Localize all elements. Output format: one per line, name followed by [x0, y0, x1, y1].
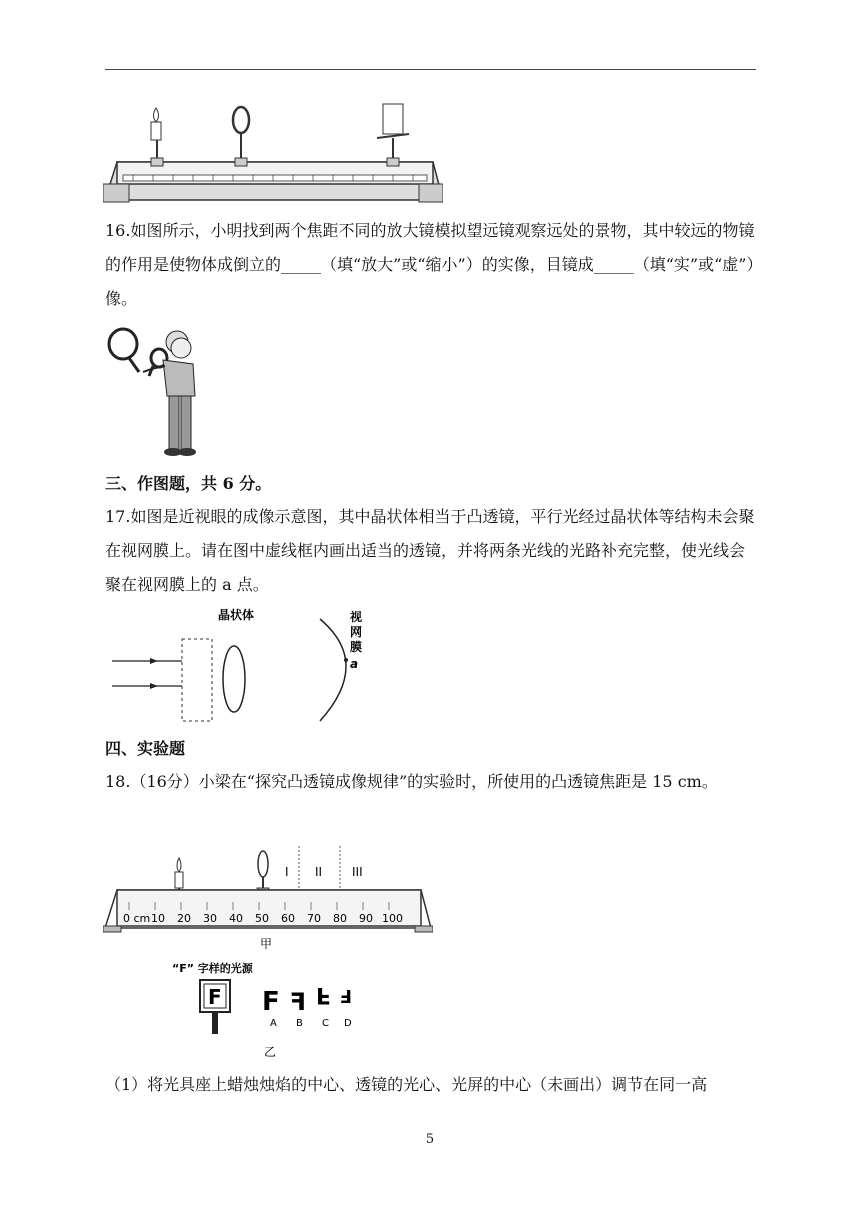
tick-80: 80 — [333, 912, 347, 925]
option-a-label: A — [270, 1018, 277, 1029]
option-d-letter: F — [339, 985, 352, 1006]
source-letter: F — [208, 985, 222, 1009]
tick-30: 30 — [203, 912, 217, 925]
tick-90: 90 — [359, 912, 373, 925]
myopia-diagram — [110, 603, 380, 727]
option-b-label: B — [296, 1018, 303, 1029]
figure-yi-caption: 乙 — [264, 1045, 277, 1059]
telescope-person-figure — [103, 322, 203, 458]
option-a-letter: F — [262, 987, 280, 1017]
figure-jia-caption: 甲 — [260, 937, 273, 951]
point-a-label: a — [350, 657, 359, 671]
region-label-3: III — [352, 865, 363, 879]
question-18-part-1: （1）将光具座上蜡烛烛焰的中心、透镜的光心、光屏的中心（未画出）调节在同一高 — [105, 1075, 708, 1094]
tick-60: 60 — [281, 912, 295, 925]
optical-bench-figure — [103, 100, 443, 210]
retina-label-2: 网 — [350, 625, 363, 639]
option-b-letter: F — [289, 988, 306, 1016]
question-18: 18.（16分）小梁在“探究凸透镜成像规律”的实验时，所使用的凸透镜焦距是 15 cm。 — [105, 772, 718, 791]
tick-40: 40 — [229, 912, 243, 925]
lens-label: 晶状体 — [218, 608, 255, 622]
tick-50: 50 — [255, 912, 269, 925]
region-label-2: II — [315, 865, 323, 879]
tick-0: 0 cm — [123, 912, 151, 925]
question-16: 16.如图所示，小明找到两个焦距不同的放大镜模拟望远镜观察远处的景物，其中较远的物镜的作用是使物体成倒立的_____（填“放大”或“缩小”）的实像，目镜成_____（填“实”或“虚”）像。 — [105, 221, 755, 308]
tick-70: 70 — [307, 912, 321, 925]
option-d-label: D — [344, 1018, 352, 1029]
source-label: “F” 字样的光源 — [172, 962, 253, 975]
option-c-letter: F — [316, 982, 332, 1007]
tick-20: 20 — [177, 912, 191, 925]
tick-100: 100 — [382, 912, 403, 925]
region-label-1: I — [285, 865, 289, 879]
question-17: 17.如图是近视眼的成像示意图，其中晶状体相当于凸透镜，平行光经过晶状体等结构未会聚在视网膜上。请在图中虚线框内画出适当的透镜，并将两条光线的光路补充完整，使光线会聚在视网膜上的 a 点。 — [105, 507, 755, 594]
header-rule — [105, 69, 756, 70]
option-c-label: C — [322, 1018, 329, 1029]
page-number: 5 — [425, 1132, 435, 1147]
retina-label-1: 视 — [350, 610, 363, 624]
figure-jia-bench — [103, 846, 433, 956]
section-3-heading: 三、作图题，共 6 分。 — [105, 474, 272, 493]
tick-10: 10 — [151, 912, 165, 925]
section-4-heading: 四、实验题 — [105, 739, 186, 758]
figure-yi-light-source — [170, 958, 370, 1062]
retina-label-3: 膜 — [350, 640, 363, 654]
